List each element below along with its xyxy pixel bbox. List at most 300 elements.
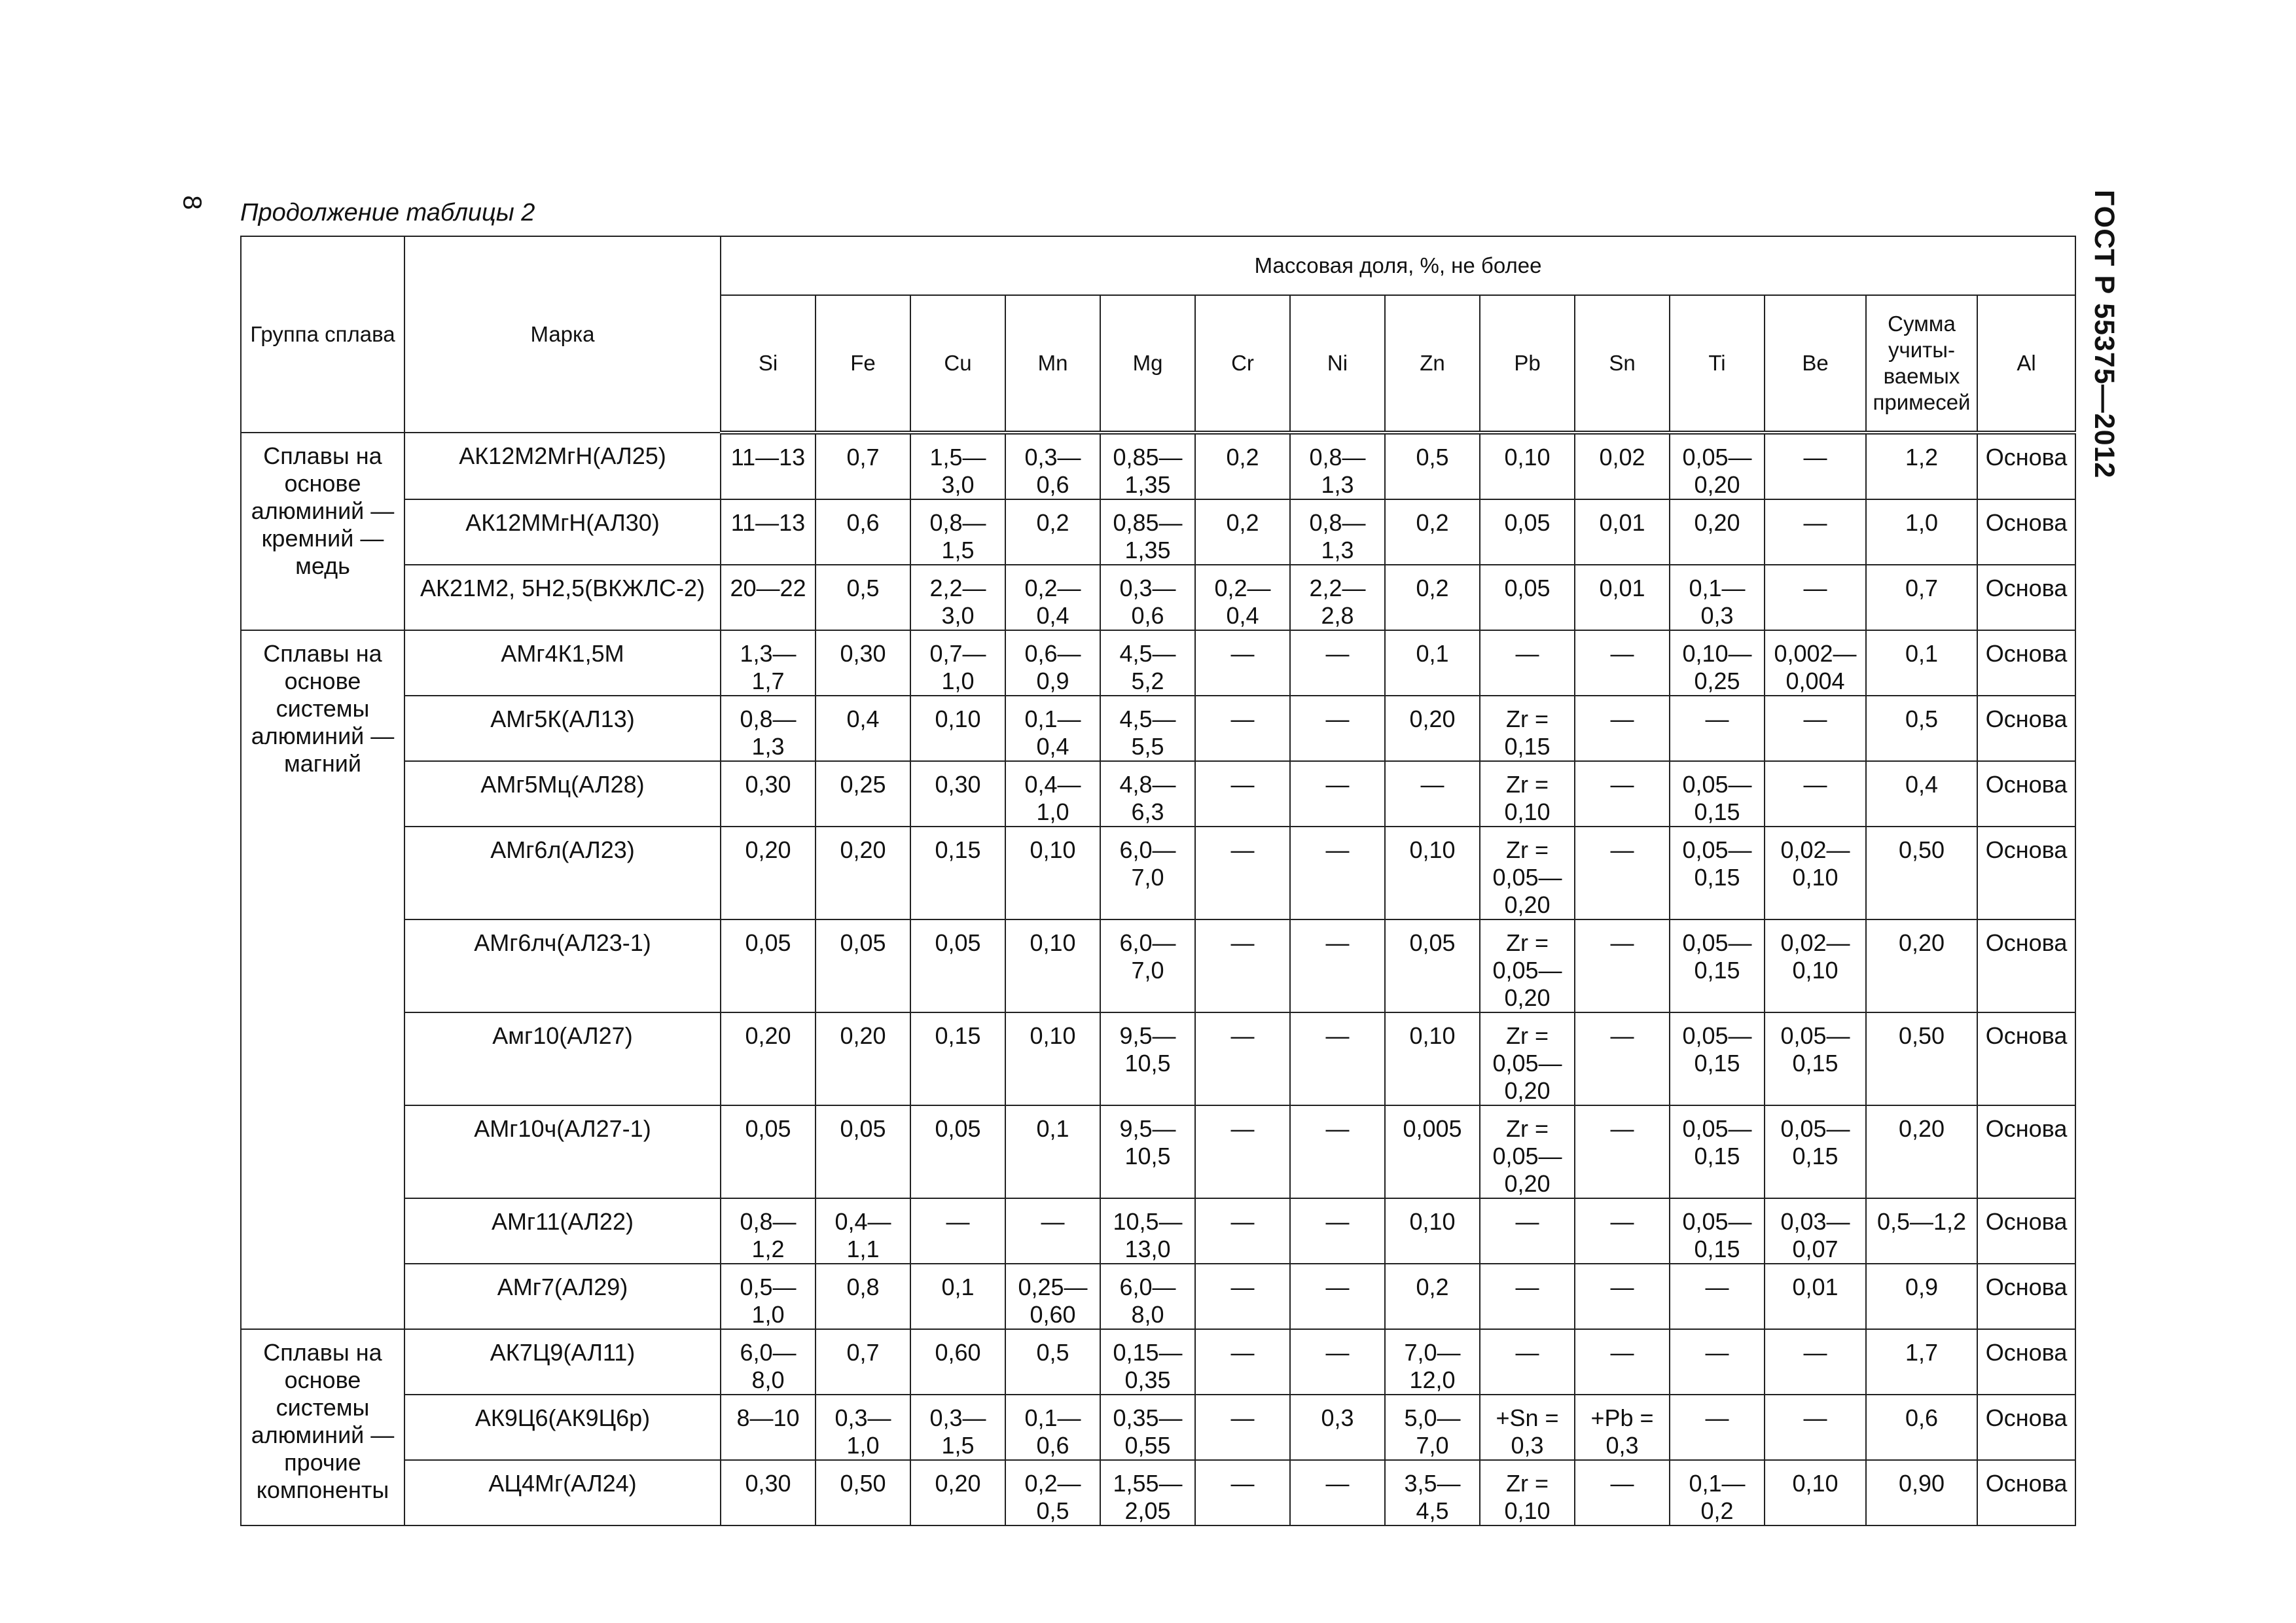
composition-cell	[1480, 1264, 1575, 1329]
composition-cell	[1005, 1329, 1100, 1395]
composition-value: —	[1230, 1115, 1255, 1142]
composition-cell	[1290, 630, 1385, 696]
composition-cell	[721, 919, 816, 1012]
composition-cell	[1670, 761, 1765, 827]
header-element	[816, 295, 910, 433]
table-row	[241, 433, 2075, 499]
composition-cell	[816, 1198, 910, 1264]
composition-value: 0,30	[935, 771, 981, 798]
composition-cell	[1866, 827, 1977, 919]
composition-cell	[1290, 433, 1385, 499]
composition-cell	[1385, 1105, 1480, 1198]
header-element-label: Al	[2017, 351, 2036, 375]
alloy-group-label: Сплавы на основe алюминий — кремний — медь	[251, 442, 395, 579]
alloy-group-cell	[241, 1329, 404, 1525]
composition-cell	[910, 565, 1005, 630]
table-row	[241, 1264, 2075, 1329]
composition-cell	[1575, 1264, 1670, 1329]
composition-cell	[1977, 1105, 2075, 1198]
composition-value: 1,2	[1905, 444, 1939, 471]
composition-value: 0,1— 0,4	[1024, 705, 1081, 760]
composition-cell	[1195, 1329, 1290, 1395]
composition-value: 0,05— 0,15	[1682, 929, 1752, 984]
composition-value: 0,05	[935, 1115, 981, 1142]
composition-cell	[1480, 919, 1575, 1012]
composition-cell	[1100, 1012, 1195, 1105]
composition-cell	[1480, 1012, 1575, 1105]
header-element-label: Be	[1802, 351, 1829, 375]
composition-value: 0,6	[846, 509, 880, 536]
composition-value: 4,5— 5,2	[1119, 640, 1176, 694]
composition-cell	[1005, 1198, 1100, 1264]
alloy-grade-cell: АК7Ц9(АЛ11)	[404, 1329, 721, 1395]
composition-cell	[1195, 1012, 1290, 1105]
composition-value: —	[1610, 1470, 1634, 1497]
composition-cell	[816, 499, 910, 565]
composition-value: 6,0— 7,0	[1119, 836, 1176, 891]
composition-cell	[1385, 827, 1480, 919]
composition-value: —	[1803, 444, 1827, 471]
composition-cell	[721, 1105, 816, 1198]
composition-value: 1,5— 3,0	[929, 444, 986, 498]
composition-cell	[1005, 1012, 1100, 1105]
table-row	[241, 696, 2075, 761]
composition-cell	[910, 1105, 1005, 1198]
table-row	[241, 565, 2075, 630]
composition-cell	[1670, 696, 1765, 761]
composition-value: 0,90	[1898, 1470, 1945, 1497]
composition-cell	[1765, 565, 1866, 630]
composition-value: 10,5— 13,0	[1113, 1208, 1183, 1262]
composition-cell	[1575, 761, 1670, 827]
composition-value: 0,20	[1694, 509, 1740, 536]
composition-cell	[816, 1329, 910, 1395]
composition-value: —	[1230, 836, 1255, 863]
composition-value: 0,20	[745, 836, 791, 863]
composition-cell	[1005, 630, 1100, 696]
table-row	[241, 1198, 2075, 1264]
composition-value: Основа	[1985, 1470, 2068, 1497]
composition-value: 0,01	[1792, 1274, 1839, 1300]
composition-cell	[1575, 1198, 1670, 1264]
composition-cell	[1977, 630, 2075, 696]
composition-cell	[1100, 1460, 1195, 1525]
composition-value: 0,8— 1,3	[740, 705, 797, 760]
composition-cell	[816, 1012, 910, 1105]
composition-value: —	[1803, 771, 1827, 798]
composition-value: —	[1230, 1208, 1255, 1235]
composition-value: —	[1610, 1339, 1634, 1366]
composition-value: 0,1	[1416, 640, 1449, 667]
composition-cell	[1195, 919, 1290, 1012]
composition-cell	[1765, 696, 1866, 761]
composition-value: 0,4— 1,0	[1024, 771, 1081, 825]
composition-cell	[1385, 919, 1480, 1012]
composition-value: —	[1610, 1208, 1634, 1235]
composition-value: 0,10	[1030, 836, 1076, 863]
composition-value: —	[946, 1208, 970, 1235]
composition-value: 0,1	[1036, 1115, 1069, 1142]
composition-value: Zr = 0,10	[1504, 771, 1551, 825]
composition-value: 0,2	[1416, 1274, 1449, 1300]
composition-value: —	[1230, 929, 1255, 956]
composition-value: 0,1— 0,2	[1689, 1470, 1746, 1524]
header-grade: Марка	[404, 236, 721, 433]
composition-cell	[1385, 630, 1480, 696]
composition-value: Основа	[1985, 1115, 2068, 1142]
composition-cell	[1866, 1198, 1977, 1264]
composition-value: 0,05— 0,15	[1682, 1022, 1752, 1077]
composition-value: Основа	[1985, 640, 2068, 667]
composition-value: —	[1610, 705, 1634, 732]
composition-value: —	[1610, 929, 1634, 956]
composition-value: 0,05	[1504, 575, 1551, 601]
composition-value: 0,20	[840, 836, 886, 863]
table-row	[241, 827, 2075, 919]
composition-value: —	[1705, 1274, 1729, 1300]
composition-cell	[1670, 1105, 1765, 1198]
composition-value: 0,7	[846, 1339, 880, 1366]
composition-value: —	[1230, 705, 1255, 732]
composition-cell	[1100, 761, 1195, 827]
composition-value: 0,25— 0,60	[1018, 1274, 1088, 1328]
composition-cell	[1977, 433, 2075, 499]
composition-value: —	[1803, 1404, 1827, 1431]
composition-cell	[816, 565, 910, 630]
composition-value: 0,03— 0,07	[1780, 1208, 1850, 1262]
composition-cell	[1670, 499, 1765, 565]
alloy-grade-cell: АМг6л(АЛ23)	[404, 827, 721, 919]
composition-cell	[721, 1395, 816, 1460]
composition-cell	[1670, 1395, 1765, 1460]
header-element	[1977, 295, 2075, 433]
alloy-grade-cell: АК12М2МгН(АЛ25)	[404, 433, 721, 499]
composition-cell	[1100, 630, 1195, 696]
composition-cell	[1575, 696, 1670, 761]
header-element	[1866, 295, 1977, 433]
composition-cell	[1005, 827, 1100, 919]
composition-cell	[1195, 1395, 1290, 1460]
composition-cell	[816, 761, 910, 827]
composition-cell	[1290, 1395, 1385, 1460]
composition-value: 0,20	[840, 1022, 886, 1049]
composition-cell	[910, 1460, 1005, 1525]
composition-value: 0,6	[1905, 1404, 1939, 1431]
composition-cell	[1575, 565, 1670, 630]
header-element-label: Mn	[1037, 351, 1068, 375]
composition-cell	[1100, 919, 1195, 1012]
composition-cell	[1290, 1012, 1385, 1105]
composition-cell	[1670, 827, 1765, 919]
composition-cell	[1385, 1460, 1480, 1525]
composition-cell	[1100, 1198, 1195, 1264]
composition-cell	[1480, 565, 1575, 630]
header-element	[1575, 295, 1670, 433]
composition-value: —	[1610, 1022, 1634, 1049]
composition-value: 0,05— 0,15	[1682, 1208, 1752, 1262]
composition-cell	[910, 1264, 1005, 1329]
composition-value: —	[1230, 771, 1255, 798]
header-element	[1005, 295, 1100, 433]
composition-cell	[910, 1012, 1005, 1105]
composition-cell	[1977, 696, 2075, 761]
composition-cell	[816, 1460, 910, 1525]
alloy-grade-cell: АМг6лч(АЛ23-1)	[404, 919, 721, 1012]
composition-cell	[1866, 1395, 1977, 1460]
composition-value: 0,005	[1403, 1115, 1462, 1142]
composition-cell	[1385, 433, 1480, 499]
composition-cell	[1575, 827, 1670, 919]
composition-value: 0,10	[1504, 444, 1551, 471]
composition-value: —	[1705, 705, 1729, 732]
composition-cell	[1005, 696, 1100, 761]
composition-cell	[1195, 499, 1290, 565]
composition-value: 0,2— 0,4	[1214, 575, 1271, 629]
composition-cell	[1977, 919, 2075, 1012]
composition-value: 0,20	[935, 1470, 981, 1497]
composition-cell	[721, 565, 816, 630]
composition-value: 0,10	[1409, 1022, 1456, 1049]
composition-cell	[910, 499, 1005, 565]
composition-cell	[910, 433, 1005, 499]
composition-cell	[1866, 499, 1977, 565]
composition-value: 0,2— 0,4	[1024, 575, 1081, 629]
composition-cell	[1385, 565, 1480, 630]
composition-value: 0,2— 0,5	[1024, 1470, 1081, 1524]
composition-value: —	[1803, 1339, 1827, 1366]
composition-cell	[1480, 1395, 1575, 1460]
composition-value: Основа	[1985, 1274, 2068, 1300]
standard-code: ГОСТ Р 55375—2012	[2089, 190, 2120, 479]
header-element-label: Сумма учиты- ваемых примесей	[1873, 312, 1971, 414]
composition-cell	[1005, 1395, 1100, 1460]
composition-value: 1,3— 1,7	[740, 640, 797, 694]
header-element-label: Cu	[944, 351, 972, 375]
composition-cell	[1977, 565, 2075, 630]
composition-value: Основа	[1985, 1339, 2068, 1366]
composition-value: Основа	[1985, 575, 2068, 601]
composition-cell	[721, 1329, 816, 1395]
composition-cell	[1385, 1012, 1480, 1105]
composition-cell	[1670, 1198, 1765, 1264]
composition-value: 0,05— 0,15	[1682, 771, 1752, 825]
composition-cell	[1866, 696, 1977, 761]
composition-value: —	[1230, 640, 1255, 667]
composition-value: 0,05— 0,15	[1682, 836, 1752, 891]
composition-value: 0,5	[846, 575, 880, 601]
composition-cell	[1100, 1329, 1195, 1395]
header-element-label: Fe	[850, 351, 876, 375]
composition-cell	[1290, 1105, 1385, 1198]
composition-value: 0,2	[1416, 509, 1449, 536]
composition-cell	[1195, 827, 1290, 919]
composition-cell	[1765, 1460, 1866, 1525]
composition-value: 0,20	[745, 1022, 791, 1049]
composition-value: 0,35— 0,55	[1113, 1404, 1183, 1459]
composition-value: 0,25	[840, 771, 886, 798]
composition-value: 0,002— 0,004	[1774, 640, 1857, 694]
composition-cell	[1005, 1105, 1100, 1198]
composition-value: 5,0— 7,0	[1404, 1404, 1461, 1459]
composition-value: 0,02	[1599, 444, 1645, 471]
composition-cell	[721, 1264, 816, 1329]
composition-value: 8—10	[736, 1404, 800, 1431]
composition-cell	[816, 827, 910, 919]
composition-value: 0,20	[1898, 1115, 1945, 1142]
composition-value: —	[1705, 1339, 1729, 1366]
composition-cell	[1005, 433, 1100, 499]
table-row	[241, 1105, 2075, 1198]
composition-cell	[1866, 1329, 1977, 1395]
composition-cell	[1575, 630, 1670, 696]
composition-cell	[721, 1012, 816, 1105]
table-row	[241, 630, 2075, 696]
composition-value: Zr = 0,15	[1504, 705, 1551, 760]
alloy-grade-cell: АК9Ц6(АК9Ц6р)	[404, 1395, 721, 1460]
composition-value: 0,50	[840, 1470, 886, 1497]
composition-cell	[1866, 565, 1977, 630]
composition-value: —	[1230, 1022, 1255, 1049]
alloy-grade-cell: АМг11(АЛ22)	[404, 1198, 721, 1264]
composition-cell	[1866, 1460, 1977, 1525]
composition-value: 0,8— 1,2	[740, 1208, 797, 1262]
composition-cell	[1866, 919, 1977, 1012]
composition-value: Основа	[1985, 1022, 2068, 1049]
composition-cell	[1195, 1198, 1290, 1264]
composition-cell	[1290, 1329, 1385, 1395]
composition-value: 0,05— 0,15	[1780, 1115, 1850, 1169]
composition-cell	[1866, 1012, 1977, 1105]
composition-value: 0,05	[935, 929, 981, 956]
composition-value: —	[1515, 1208, 1539, 1235]
composition-value: Основа	[1985, 1208, 2068, 1235]
composition-cell	[1195, 433, 1290, 499]
composition-value: —	[1610, 771, 1634, 798]
composition-value: —	[1610, 836, 1634, 863]
composition-cell	[1977, 1329, 2075, 1395]
table-row	[241, 499, 2075, 565]
composition-value: 0,3— 0,6	[1024, 444, 1081, 498]
composition-cell	[1195, 696, 1290, 761]
composition-value: 0,15— 0,35	[1113, 1339, 1183, 1393]
composition-value: 0,05	[1409, 929, 1456, 956]
composition-cell	[910, 761, 1005, 827]
composition-value: —	[1803, 575, 1827, 601]
composition-cell	[1290, 499, 1385, 565]
composition-cell	[816, 1105, 910, 1198]
composition-cell	[1290, 1264, 1385, 1329]
composition-value: 0,01	[1599, 509, 1645, 536]
table-row	[241, 1329, 2075, 1395]
composition-cell	[1480, 630, 1575, 696]
composition-cell	[1480, 499, 1575, 565]
composition-value: Zr = 0,10	[1504, 1470, 1551, 1524]
composition-cell	[1765, 630, 1866, 696]
composition-value: —	[1325, 1022, 1350, 1049]
composition-value: 2,2— 3,0	[929, 575, 986, 629]
composition-cell	[1385, 696, 1480, 761]
composition-value: 6,0— 7,0	[1119, 929, 1176, 984]
composition-value: 0,20	[1898, 929, 1945, 956]
composition-cell	[1480, 696, 1575, 761]
composition-cell	[1575, 1329, 1670, 1395]
composition-value: —	[1610, 640, 1634, 667]
composition-cell	[1290, 696, 1385, 761]
composition-value: —	[1325, 836, 1350, 863]
composition-value: 0,85— 1,35	[1113, 444, 1183, 498]
table-body	[241, 433, 2075, 1525]
header-element-label: Ni	[1327, 351, 1348, 375]
composition-cell	[1480, 761, 1575, 827]
composition-cell	[910, 1395, 1005, 1460]
composition-value: —	[1230, 1339, 1255, 1366]
alloy-grade-cell: АМг5Мц(АЛ28)	[404, 761, 721, 827]
composition-cell	[1670, 565, 1765, 630]
composition-cell	[1765, 433, 1866, 499]
composition-cell	[1100, 1264, 1195, 1329]
composition-value: 0,5	[1036, 1339, 1069, 1366]
composition-cell	[1290, 1460, 1385, 1525]
composition-cell	[1670, 1460, 1765, 1525]
composition-cell	[1195, 761, 1290, 827]
composition-value: 0,05— 0,15	[1682, 1115, 1752, 1169]
composition-value: —	[1610, 1274, 1634, 1300]
composition-cell	[1977, 1198, 2075, 1264]
composition-cell	[1290, 919, 1385, 1012]
alloy-group-label: Сплавы на основе системы алюминий — магний	[251, 640, 395, 777]
header-element-label: Mg	[1132, 351, 1163, 375]
composition-value: 0,10	[1030, 929, 1076, 956]
composition-value: Zr = 0,05— 0,20	[1492, 1022, 1562, 1104]
composition-cell	[1765, 919, 1866, 1012]
alloy-group-cell	[241, 630, 404, 1329]
composition-value: 0,30	[745, 771, 791, 798]
composition-value: —	[1803, 509, 1827, 536]
composition-cell	[1765, 1395, 1866, 1460]
composition-cell	[1765, 827, 1866, 919]
composition-cell	[1977, 1395, 2075, 1460]
composition-cell	[1385, 761, 1480, 827]
table-row	[241, 1395, 2075, 1460]
header-mass-fraction: Массовая доля, %, не более	[721, 236, 2075, 295]
composition-cell	[721, 499, 816, 565]
composition-value: Основа	[1985, 509, 2068, 536]
header-group: Группа сплава	[241, 236, 404, 433]
composition-value: 9,5— 10,5	[1119, 1022, 1176, 1077]
composition-value: —	[1705, 1404, 1729, 1431]
page-number: 8	[177, 195, 207, 210]
composition-cell	[1866, 761, 1977, 827]
header-element	[1290, 295, 1385, 433]
composition-cell	[1480, 1198, 1575, 1264]
composition-value: 0,02— 0,10	[1780, 929, 1850, 984]
composition-cell	[910, 919, 1005, 1012]
composition-cell	[1670, 919, 1765, 1012]
alloy-grade-cell: АМг4К1,5М	[404, 630, 721, 696]
composition-value: 9,5— 10,5	[1119, 1115, 1176, 1169]
table-row	[241, 1460, 2075, 1525]
composition-cell	[910, 1198, 1005, 1264]
composition-value: 0,4— 1,1	[834, 1208, 891, 1262]
composition-value: 0,05	[840, 929, 886, 956]
composition-value: 1,55— 2,05	[1113, 1470, 1183, 1524]
composition-value: 0,30	[745, 1470, 791, 1497]
composition-value: —	[1325, 771, 1350, 798]
header-element	[1195, 295, 1290, 433]
composition-cell	[1670, 630, 1765, 696]
composition-cell	[1765, 1329, 1866, 1395]
alloy-grade-cell: АК21М2, 5Н2,5(ВКЖЛС-2)	[404, 565, 721, 630]
